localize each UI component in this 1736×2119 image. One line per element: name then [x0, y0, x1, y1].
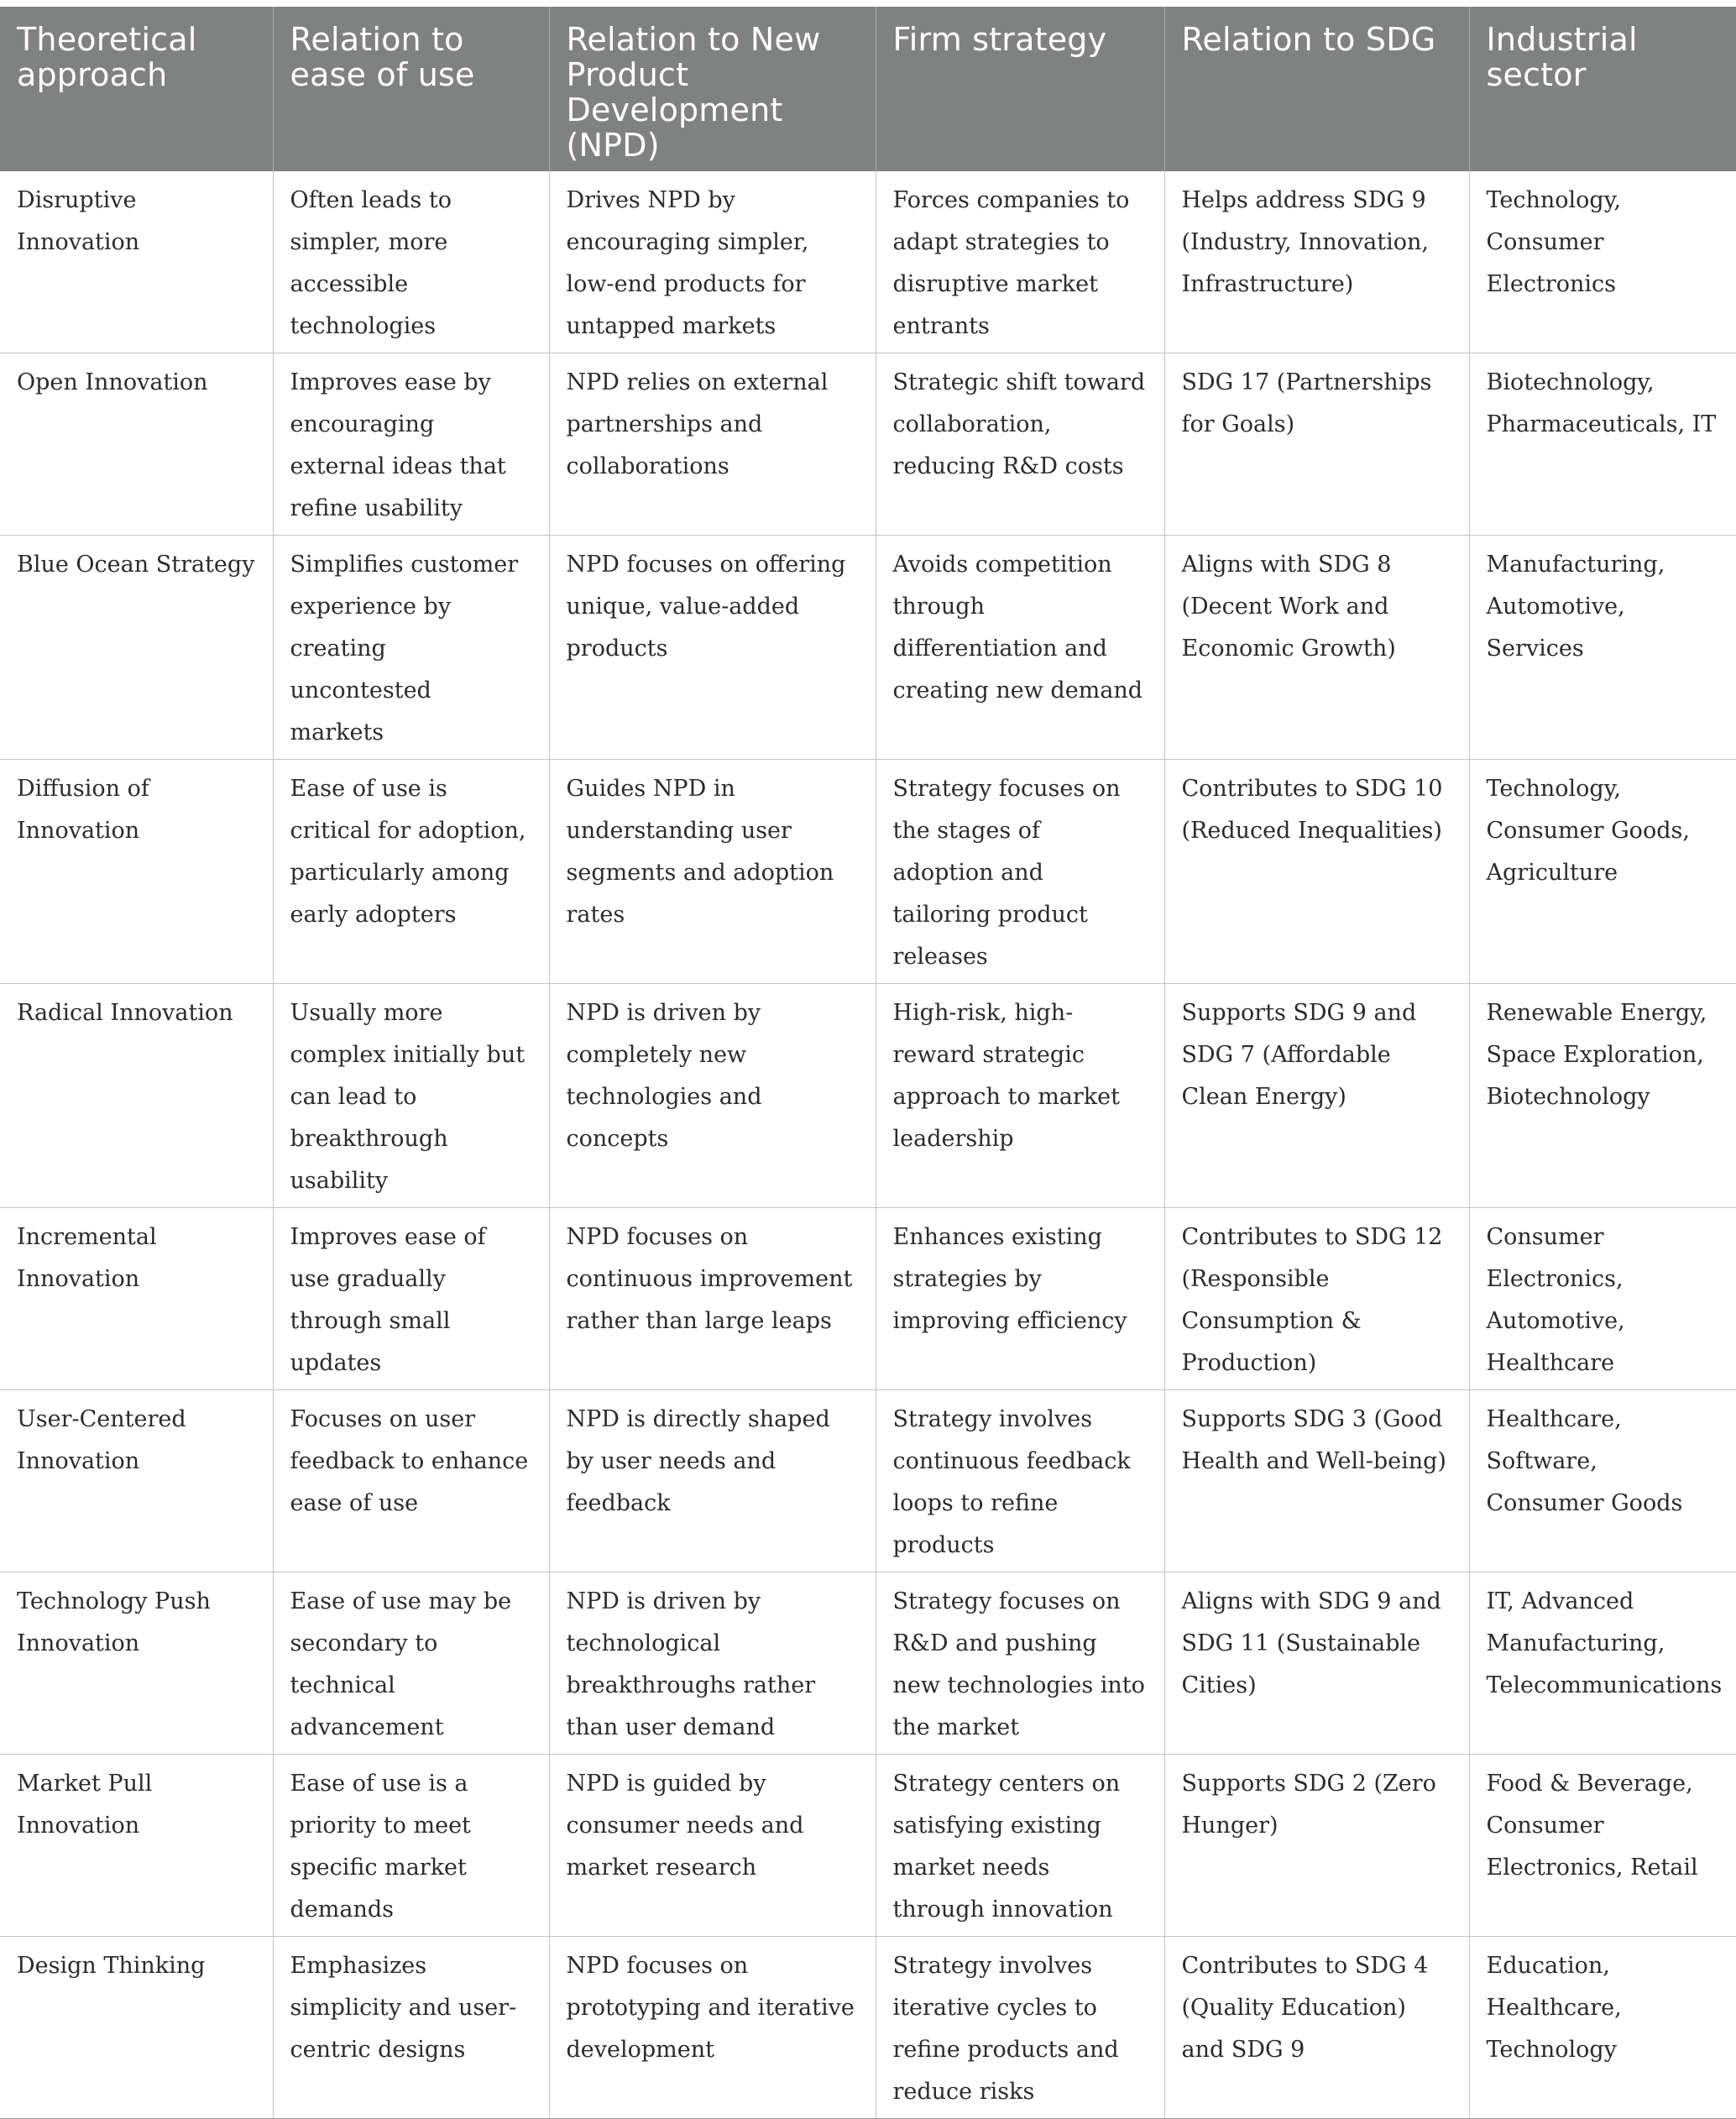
- table-cell: Contributes to SDG 12 (Responsible Consumption & Production): [1164, 1208, 1469, 1390]
- table-cell: Technology Push Innovation: [0, 1572, 273, 1755]
- column-header-npd: Relation to New Product Development (NPD): [549, 7, 876, 171]
- table-row: [0, 760, 1736, 984]
- table-cell: Enhances existing strategies by improving efficiency: [876, 1208, 1164, 1390]
- table-cell: Improves ease by encouraging external ideas that refine usability: [273, 353, 549, 536]
- column-header-theoretical-approach: Theoretical approach: [0, 7, 273, 171]
- table-cell: IT, Advanced Manufacturing, Telecommunications: [1469, 1572, 1736, 1755]
- table-cell: Drives NPD by encouraging simpler, low-end products for untapped markets: [549, 171, 876, 353]
- table-cell: Consumer Electronics, Automotive, Healthcare: [1469, 1208, 1736, 1390]
- table-cell: Education, Healthcare, Technology: [1469, 1937, 1736, 2119]
- table-cell: Supports SDG 3 (Good Health and Well-being): [1164, 1390, 1469, 1572]
- table-cell: Strategic shift toward collaboration, reducing R&D costs: [876, 353, 1164, 536]
- column-header-sdg: Relation to SDG: [1164, 7, 1469, 171]
- table-cell: Ease of use may be secondary to technical advancement: [273, 1572, 549, 1755]
- table-row: [0, 984, 1736, 1208]
- table-cell: User-Centered Innovation: [0, 1390, 273, 1572]
- table-cell: NPD is driven by completely new technologies and concepts: [549, 984, 876, 1208]
- table-cell: Forces companies to adapt strategies to disruptive market entrants: [876, 171, 1164, 353]
- table-cell: Improves ease of use gradually through small updates: [273, 1208, 549, 1390]
- table-cell: Design Thinking: [0, 1937, 273, 2119]
- table-cell: Strategy focuses on R&D and pushing new technologies into the market: [876, 1572, 1164, 1755]
- table-cell: Strategy focuses on the stages of adoption and tailoring product releases: [876, 760, 1164, 984]
- table-cell: Supports SDG 9 and SDG 7 (Affordable Clean Energy): [1164, 984, 1469, 1208]
- table-cell: Focuses on user feedback to enhance ease of use: [273, 1390, 549, 1572]
- table-cell: NPD focuses on prototyping and iterative development: [549, 1937, 876, 2119]
- table-cell: Ease of use is a priority to meet specific market demands: [273, 1755, 549, 1937]
- table-cell: Diffusion of Innovation: [0, 760, 273, 984]
- table-cell: Aligns with SDG 9 and SDG 11 (Sustainable Cities): [1164, 1572, 1469, 1755]
- table-cell: Food & Beverage, Consumer Electronics, Retail: [1469, 1755, 1736, 1937]
- table-row: [0, 536, 1736, 760]
- table-cell: Market Pull Innovation: [0, 1755, 273, 1937]
- table-cell: Biotechnology, Pharmaceuticals, IT: [1469, 353, 1736, 536]
- table-cell: High-risk, high-reward strategic approach to market leadership: [876, 984, 1164, 1208]
- table-cell: Contributes to SDG 4 (Quality Education) and SDG 9: [1164, 1937, 1469, 2119]
- table-cell: Open Innovation: [0, 353, 273, 536]
- table-cell: NPD is directly shaped by user needs and feedback: [549, 1390, 876, 1572]
- table-cell: Disruptive Innovation: [0, 171, 273, 353]
- table-cell: Healthcare, Software, Consumer Goods: [1469, 1390, 1736, 1572]
- table-row: [0, 1390, 1736, 1572]
- table-cell: Incremental Innovation: [0, 1208, 273, 1390]
- table-cell: Strategy involves continuous feedback loops to refine products: [876, 1390, 1164, 1572]
- table-row: [0, 353, 1736, 536]
- table-cell: Often leads to simpler, more accessible technologies: [273, 171, 549, 353]
- table-cell: Strategy centers on satisfying existing market needs through innovation: [876, 1755, 1164, 1937]
- table-row: [0, 1755, 1736, 1937]
- table-cell: NPD is driven by technological breakthroughs rather than user demand: [549, 1572, 876, 1755]
- table-cell: Emphasizes simplicity and user-centric designs: [273, 1937, 549, 2119]
- table-cell: Guides NPD in understanding user segments and adoption rates: [549, 760, 876, 984]
- table-cell: Ease of use is critical for adoption, particularly among early adopters: [273, 760, 549, 984]
- table-cell: NPD focuses on offering unique, value-added products: [549, 536, 876, 760]
- table-cell: Renewable Energy, Space Exploration, Biotechnology: [1469, 984, 1736, 1208]
- table-cell: Technology, Consumer Goods, Agriculture: [1469, 760, 1736, 984]
- column-header-industrial-sector: Industrial sector: [1469, 7, 1736, 171]
- table-row: [0, 1572, 1736, 1755]
- table-cell: Radical Innovation: [0, 984, 273, 1208]
- table-row: [0, 1937, 1736, 2119]
- table-cell: Supports SDG 2 (Zero Hunger): [1164, 1755, 1469, 1937]
- table-row: [0, 171, 1736, 353]
- table-cell: NPD relies on external partnerships and collaborations: [549, 353, 876, 536]
- table-cell: Simplifies customer experience by creating uncontested markets: [273, 536, 549, 760]
- table-cell: Blue Ocean Strategy: [0, 536, 273, 760]
- table-cell: Strategy involves iterative cycles to refine products and reduce risks: [876, 1937, 1164, 2119]
- table-cell: NPD is guided by consumer needs and market research: [549, 1755, 876, 1937]
- table-cell: Usually more complex initially but can lead to breakthrough usability: [273, 984, 549, 1208]
- column-header-ease-of-use: Relation to ease of use: [273, 7, 549, 171]
- table-cell: Contributes to SDG 10 (Reduced Inequalities): [1164, 760, 1469, 984]
- table-row: [0, 1208, 1736, 1390]
- table-cell: SDG 17 (Partnerships for Goals): [1164, 353, 1469, 536]
- header-row: [0, 7, 1736, 171]
- table-cell: Avoids competition through differentiation and creating new demand: [876, 536, 1164, 760]
- table-cell: Helps address SDG 9 (Industry, Innovation, Infrastructure): [1164, 171, 1469, 353]
- innovation-approaches-table: [0, 7, 1736, 2119]
- table-cell: Aligns with SDG 8 (Decent Work and Economic Growth): [1164, 536, 1469, 760]
- column-header-firm-strategy: Firm strategy: [876, 7, 1164, 171]
- table-cell: Manufacturing, Automotive, Services: [1469, 536, 1736, 760]
- table-cell: NPD focuses on continuous improvement rather than large leaps: [549, 1208, 876, 1390]
- table-cell: Technology, Consumer Electronics: [1469, 171, 1736, 353]
